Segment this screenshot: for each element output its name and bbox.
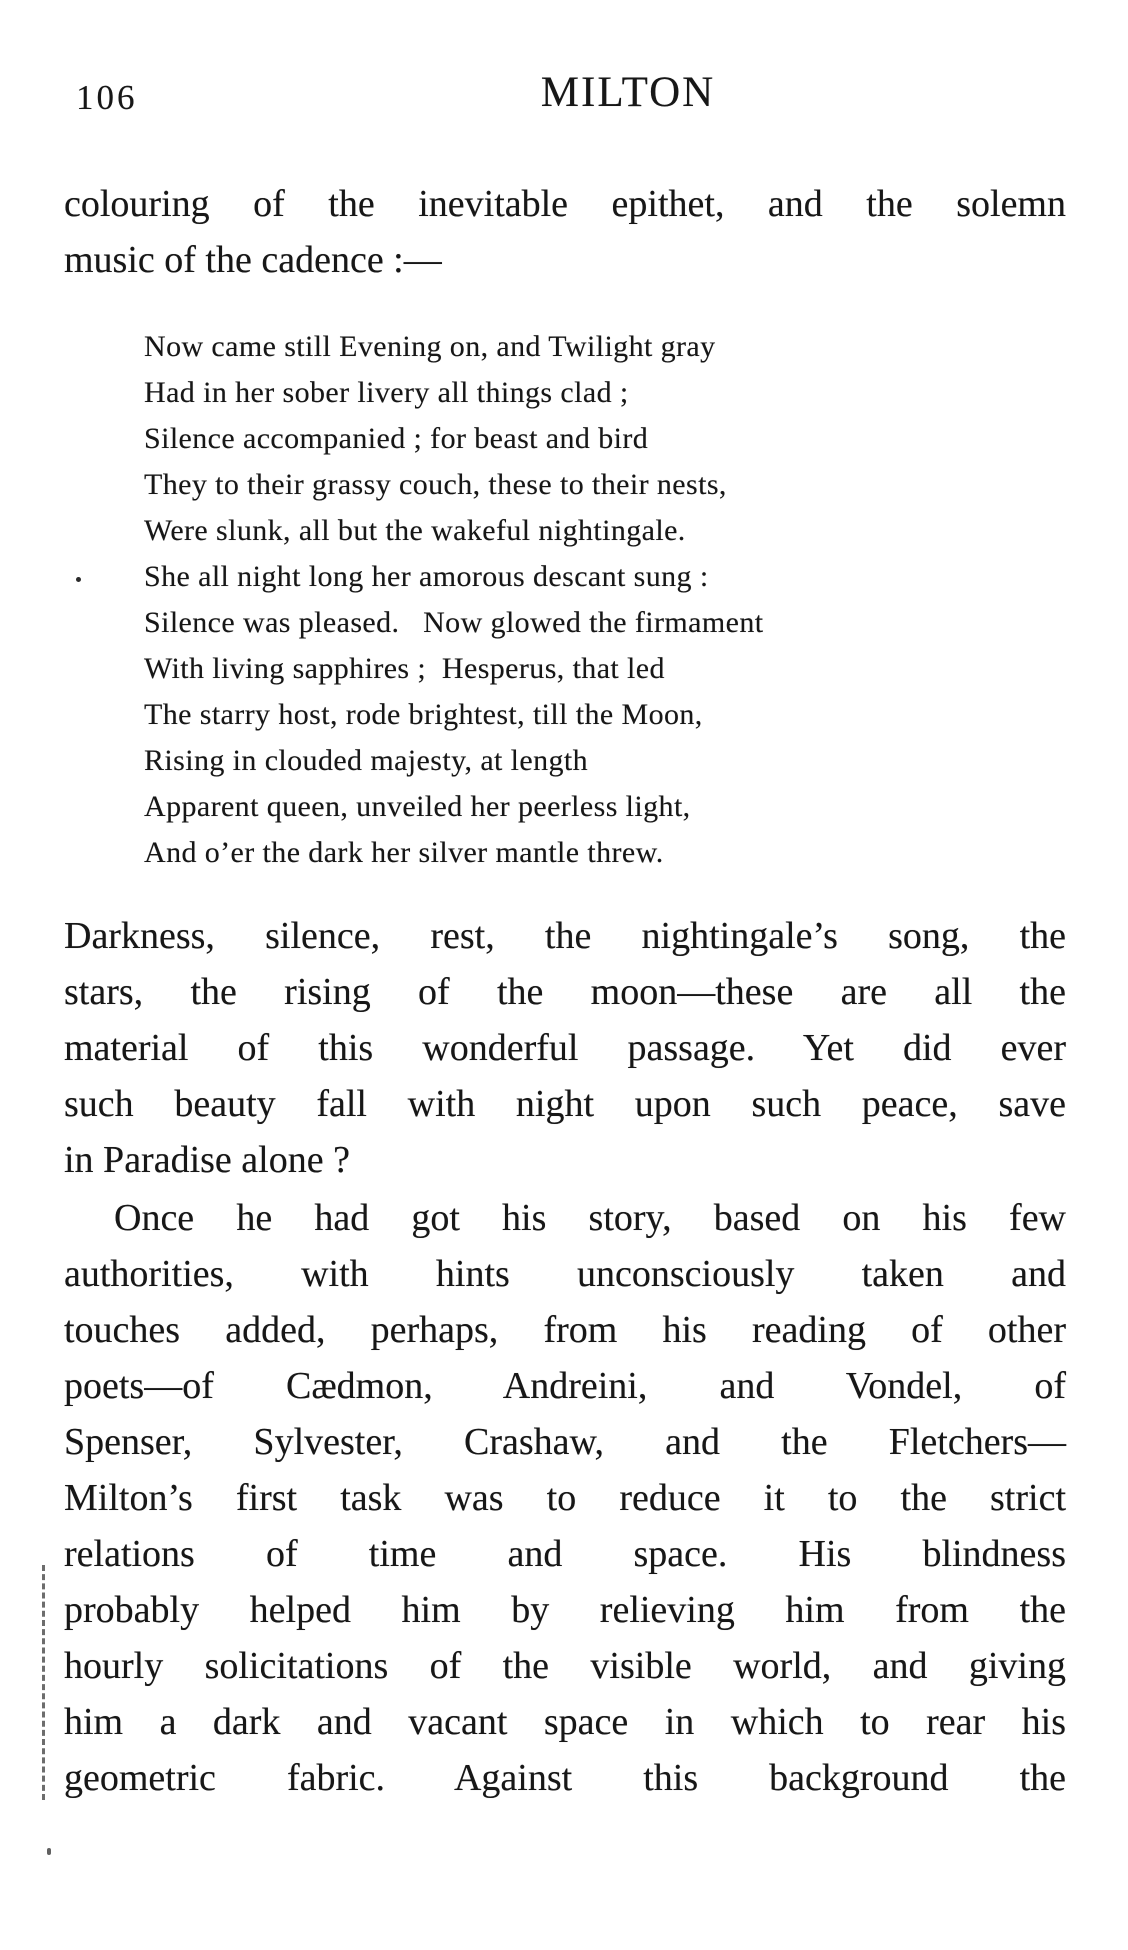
page-header bbox=[64, 68, 1064, 120]
text-line: Had in her sober livery all things clad ; bbox=[144, 376, 629, 409]
text-line: Were slunk, all but the wakeful nightingale. bbox=[144, 514, 686, 547]
text-line: him a dark and vacant space in which to rear his bbox=[64, 1701, 1066, 1743]
text-line: Silence was pleased. Now glowed the firmament bbox=[144, 606, 764, 639]
text-line: probably helped him by relieving him from the bbox=[64, 1589, 1066, 1631]
text-line: music of the cadence :— bbox=[64, 239, 442, 281]
paragraph-commentary bbox=[64, 908, 1066, 1188]
text-line: poets—of Cædmon, Andreini, and Vondel, of bbox=[64, 1365, 1066, 1407]
text-line: material of this wonderful passage. Yet did ever bbox=[64, 1027, 1066, 1069]
text-line: Now came still Evening on, and Twilight gray bbox=[144, 330, 716, 363]
text-line: relations of time and space. His blindness bbox=[64, 1533, 1066, 1575]
text-line: The starry host, rode brightest, till the Moon, bbox=[144, 698, 703, 731]
paragraph-story bbox=[64, 1190, 1066, 1806]
text-line: They to their grassy couch, these to their nests, bbox=[144, 468, 727, 501]
text-line: Once he had got his story, based on his few bbox=[114, 1197, 1066, 1239]
text-line: And o’er the dark her silver mantle threw. bbox=[144, 836, 664, 869]
scan-margin-marks bbox=[42, 1565, 45, 1800]
text-line: She all night long her amorous descant sung : bbox=[144, 560, 709, 593]
text-line: Spenser, Sylvester, Crashaw, and the Fletchers— bbox=[64, 1421, 1066, 1463]
text-line: colouring of the inevitable epithet, and the solemn bbox=[64, 183, 1066, 225]
text-line: Silence accompanied ; for beast and bird bbox=[144, 422, 649, 455]
verse-quotation bbox=[144, 324, 964, 876]
page-number: 106 bbox=[76, 78, 138, 117]
text-line: Milton’s first task was to reduce it to the strict bbox=[64, 1477, 1066, 1519]
scan-speck-icon bbox=[47, 1848, 51, 1855]
text-line: in Paradise alone ? bbox=[64, 1139, 350, 1181]
running-title: MILTON bbox=[540, 69, 716, 116]
text-line: such beauty fall with night upon such peace, save bbox=[64, 1083, 1066, 1125]
text-line: touches added, perhaps, from his reading of other bbox=[64, 1309, 1066, 1351]
text-line: Rising in clouded majesty, at length bbox=[144, 744, 589, 777]
scan-speck-icon bbox=[76, 577, 81, 582]
text-line: geometric fabric. Against this background the bbox=[64, 1757, 1066, 1799]
text-line: Darkness, silence, rest, the nightingale’s song, the bbox=[64, 915, 1066, 957]
text-line: With living sapphires ; Hesperus, that led bbox=[144, 652, 665, 685]
text-line: Apparent queen, unveiled her peerless light, bbox=[144, 790, 691, 823]
text-line: hourly solicitations of the visible world, and giving bbox=[64, 1645, 1066, 1687]
paragraph-opening bbox=[64, 176, 1066, 288]
text-line: authorities, with hints unconsciously taken and bbox=[64, 1253, 1066, 1295]
text-line: stars, the rising of the moon—these are all the bbox=[64, 971, 1066, 1013]
